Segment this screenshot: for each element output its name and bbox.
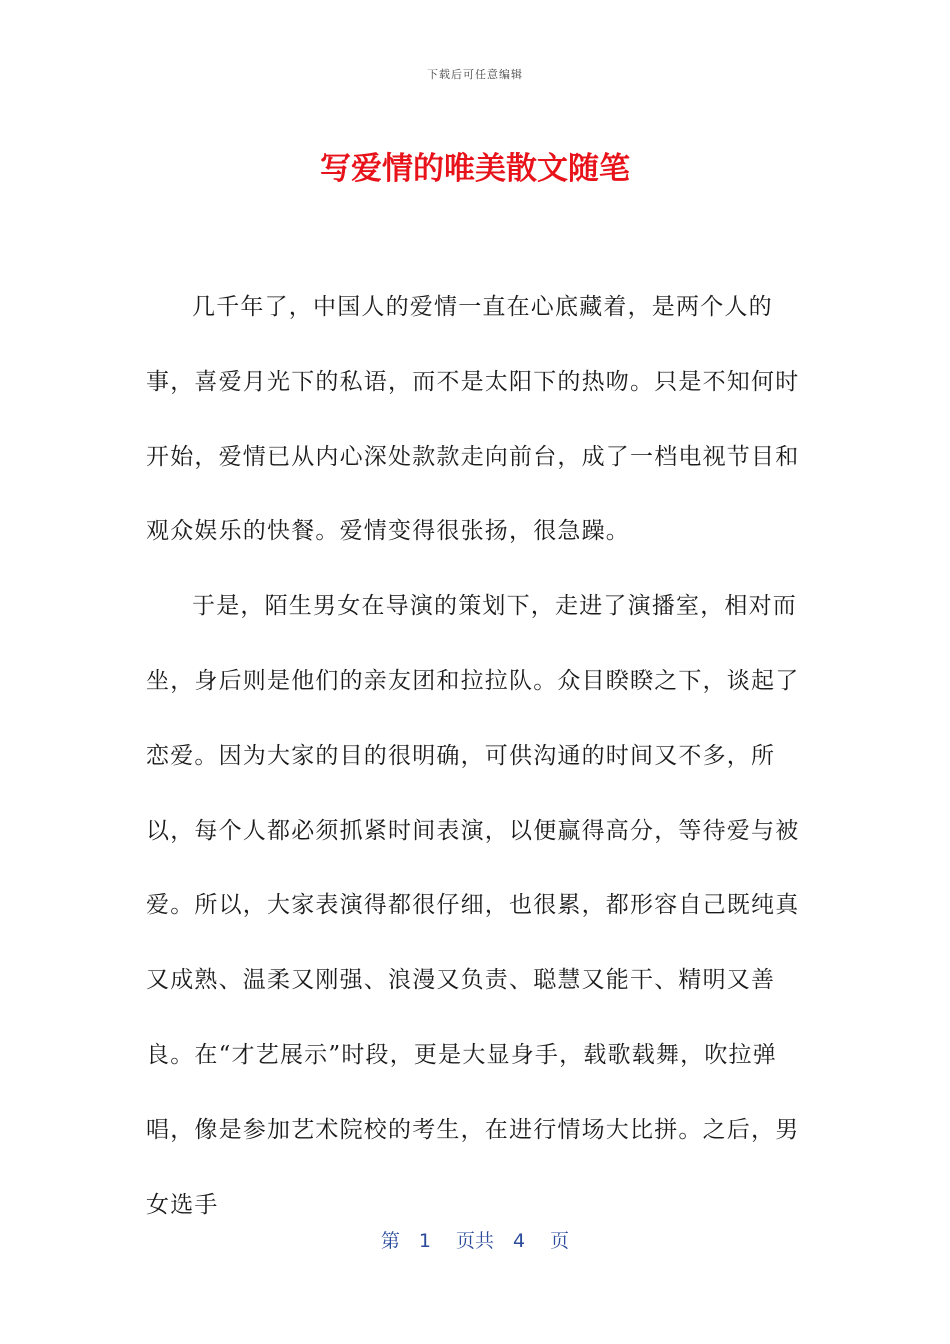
document-title: 写爱情的唯美散文随笔 [320, 151, 630, 187]
paragraph-1: 几千年了，中国人的爱情一直在心底藏着，是两个人的事，喜爱月光下的私语，而不是太阳下的热吻。只是不知何时开始，爱情已从内心深处款款走向前台，成了一档电视节目和观众娱乐的快餐。爱情变得很张扬，很急躁。 [146, 294, 800, 545]
paragraph-2: 于是，陌生男女在导演的策划下，走进了演播室，相对而坐，身后则是他们的亲友团和拉拉队。众目睽睽之下，谈起了恋爱。因为大家的目的很明确，可供沟通的时间又不多，所以，每个人都必须抓紧时间表演，以便赢得高分，等待爱与被爱。所以，大家表演得都很仔细，也很累，都形容自己既纯真又成熟、温柔又刚强、浪漫又负责、聪慧又能干、精明又善良。在“才艺展示”时段，更是大显身手，载歌载舞，吹拉弹唱，像是参加艺术院校的考生，在进行情场大比拼。之后，男女选手 [146, 593, 800, 1218]
page-number-footer: 第 1 页共 4 页 [380, 1230, 570, 1252]
document-body [146, 270, 806, 1242]
header-note: 下载后可任意编辑 [427, 68, 523, 81]
